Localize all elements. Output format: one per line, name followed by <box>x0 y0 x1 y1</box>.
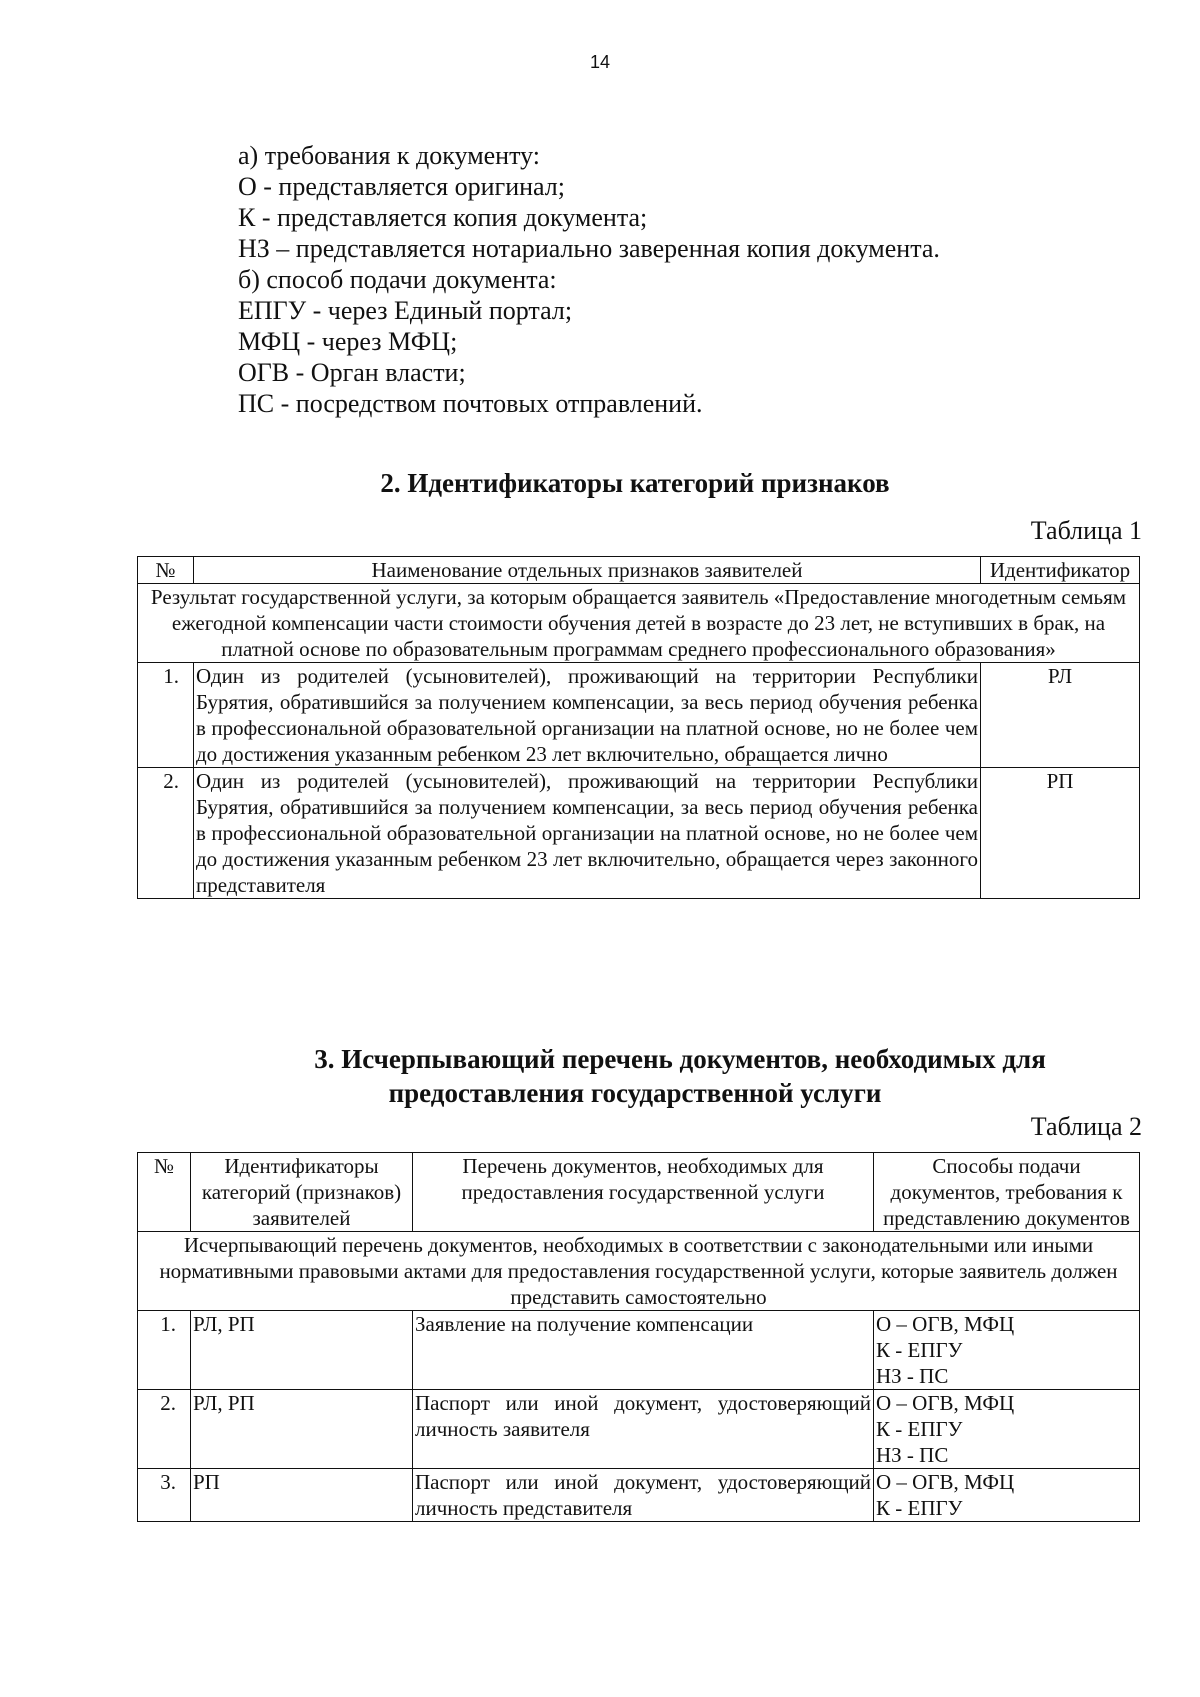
row-feature-text: Один из родителей (усыновителей), проживающий на территории Республики Бурятия, обратившийся за получением компенсации, за весь период обучения ребенка в профессиональной образовательной организации на платной основе, но не более чем до достижения указанным ребенком 23 лет включительно, обращается лично <box>194 663 981 768</box>
method-line: К - ЕПГУ <box>876 1417 963 1441</box>
header-document-list: Перечень документов, необходимых для предоставления государственной услуги <box>413 1153 874 1232</box>
row-number: 1. <box>138 1311 191 1390</box>
method-line: О – ОГВ, МФЦ <box>876 1312 1015 1336</box>
row-identifier: РП <box>981 768 1140 899</box>
service-result-text: Результат государственной услуги, за которым обращается заявитель «Предоставление многодетным семьям ежегодной компенсации части стоимости обучения детей в возрасте до 23 лет, не вступивших в брак, на платной основе по образовательным программам среднего профессионального образования» <box>138 584 1140 663</box>
legend-line: ПС - посредством почтовых отправлений. <box>238 389 703 418</box>
header-category-ids: Идентификаторы категорий (признаков) заявителей <box>191 1153 413 1232</box>
method-line: К - ЕПГУ <box>876 1338 963 1362</box>
row-methods <box>874 1469 1140 1522</box>
table-2 <box>137 1152 1140 1522</box>
legend-line: ЕПГУ - через Единый портал; <box>238 296 573 325</box>
row-document: Заявление на получение компенсации <box>413 1311 874 1390</box>
row-number: 3. <box>138 1469 191 1522</box>
row-number: 2. <box>138 768 194 899</box>
row-methods <box>874 1390 1140 1469</box>
legend-line: ОГВ - Орган власти; <box>238 358 466 387</box>
table-header-row <box>138 557 1140 584</box>
method-line: К - ЕПГУ <box>876 1496 963 1520</box>
method-line: О – ОГВ, МФЦ <box>876 1470 1015 1494</box>
row-feature-text: Один из родителей (усыновителей), проживающий на территории Республики Бурятия, обратившийся за получением компенсации, за весь период обучения ребенка в профессиональной образовательной организации на платной основе, но не более чем до достижения указанным ребенком 23 лет включительно, обращается через законного представителя <box>194 768 981 899</box>
row-document: Паспорт или иной документ, удостоверяющий личность представителя <box>413 1469 874 1522</box>
table-row <box>138 663 1140 768</box>
section-2-heading: 2. Идентификаторы категорий признаков <box>380 468 890 498</box>
header-number: № <box>138 1153 191 1232</box>
header-submission-methods: Способы подачи документов, требования к представлению документов <box>874 1153 1140 1232</box>
table-row <box>138 1311 1140 1390</box>
abbreviation-legend <box>238 140 940 419</box>
page-number: 14 <box>589 52 611 72</box>
row-identifier: РЛ <box>981 663 1140 768</box>
row-number: 2. <box>138 1390 191 1469</box>
table-group-row <box>138 1232 1140 1311</box>
table-row <box>138 1469 1140 1522</box>
table-header-row <box>138 1153 1140 1232</box>
row-methods <box>874 1311 1140 1390</box>
table-group-row <box>138 584 1140 663</box>
row-document: Паспорт или иной документ, удостоверяющий личность заявителя <box>413 1390 874 1469</box>
header-identifier: Идентификатор <box>981 557 1140 584</box>
row-category-ids: РП <box>191 1469 413 1522</box>
legend-line: О - представляется оригинал; <box>238 172 565 201</box>
row-category-ids: РЛ, РП <box>191 1311 413 1390</box>
legend-line: МФЦ - через МФЦ; <box>238 327 458 356</box>
method-line: НЗ - ПС <box>876 1443 949 1467</box>
table-2-caption: Таблица 2 <box>1030 1112 1142 1141</box>
header-feature-name: Наименование отдельных признаков заявителей <box>194 557 981 584</box>
table-row <box>138 768 1140 899</box>
table-1 <box>137 556 1140 899</box>
section-3-heading-line2: предоставления государственной услуги <box>388 1078 882 1108</box>
legend-line: б) способ подачи документа: <box>238 265 557 294</box>
row-number: 1. <box>138 663 194 768</box>
header-number: № <box>138 557 194 584</box>
legend-line: НЗ – представляется нотариально заверенная копия документа. <box>238 234 940 263</box>
document-list-group-text: Исчерпывающий перечень документов, необходимых в соответствии с законодательными или иными нормативными правовыми актами для предоставления государственной услуги, которые заявитель должен представить самостоятельно <box>138 1232 1140 1311</box>
table-1-caption: Таблица 1 <box>1030 516 1142 545</box>
method-line: НЗ - ПС <box>876 1364 949 1388</box>
row-category-ids: РЛ, РП <box>191 1390 413 1469</box>
method-line: О – ОГВ, МФЦ <box>876 1391 1015 1415</box>
table-row <box>138 1390 1140 1469</box>
legend-line: К - представляется копия документа; <box>238 203 648 232</box>
section-3-heading-line1: 3. Исчерпывающий перечень документов, необходимых для <box>314 1044 1046 1074</box>
legend-line: а) требования к документу: <box>238 141 540 170</box>
